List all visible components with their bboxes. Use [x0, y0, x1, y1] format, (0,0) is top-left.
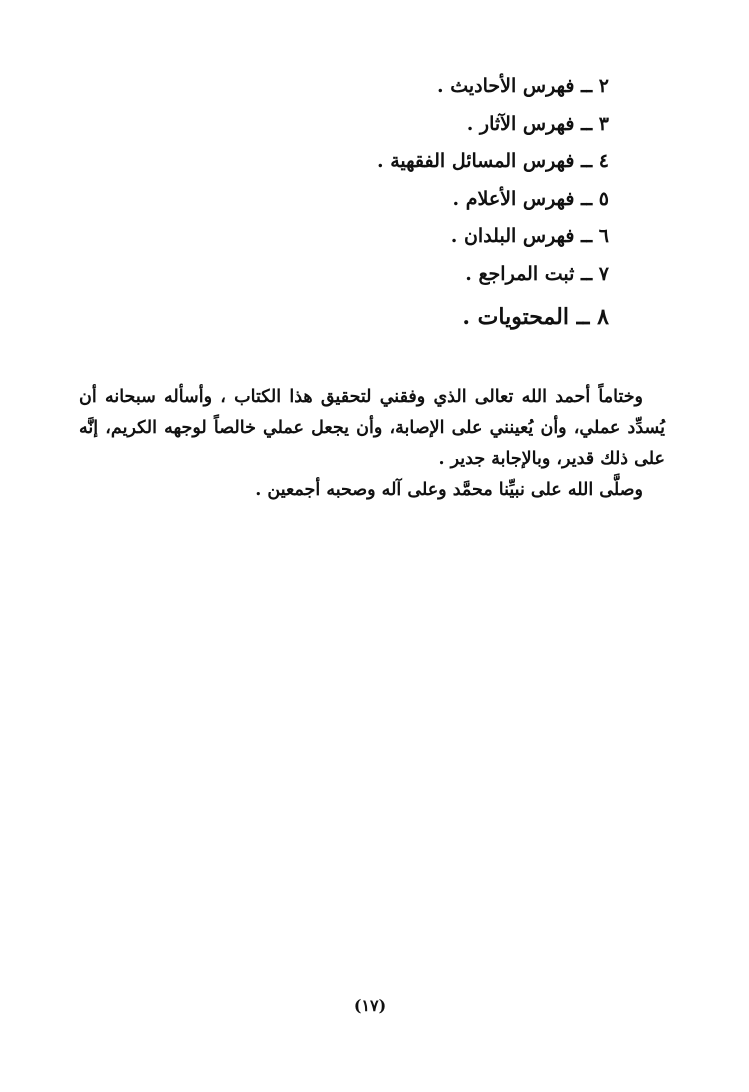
index-item-contents: ٨ ــ المحتويات .	[462, 304, 609, 330]
index-item-buldan: ٦ ــ فهرس البلدان .	[450, 225, 609, 247]
page-number: (١٧)	[353, 996, 387, 1015]
index-item-hadith: ٢ ــ فهرس الأحاديث .	[437, 75, 609, 97]
closing-prayer: وصلَّى الله على نبيِّنا محمَّد وعلى آله وصحبه أجمعين .	[255, 480, 643, 500]
index-item-athar: ٣ ــ فهرس الآثار .	[466, 112, 609, 135]
closing-section	[79, 382, 665, 506]
index-list	[189, 68, 609, 333]
index-item-references: ٧ ــ ثبت المراجع .	[465, 262, 609, 285]
index-item-fiqh: ٤ ــ فهرس المسائل الفقهية .	[377, 150, 609, 172]
index-item-alam: ٥ ــ فهرس الأعلام .	[452, 187, 609, 210]
closing-paragraph: وختاماً أحمد الله تعالى الذي وفقني لتحقيق هذا الكتاب ، وأسأله سبحانه أن يُسدِّد عملي، وأن يُعينني على الإصابة، وأن يجعل عملي خالصاً لوجهه الكريم، إنَّه على ذلك قدير، وبالإجابة جدير .	[79, 387, 665, 469]
